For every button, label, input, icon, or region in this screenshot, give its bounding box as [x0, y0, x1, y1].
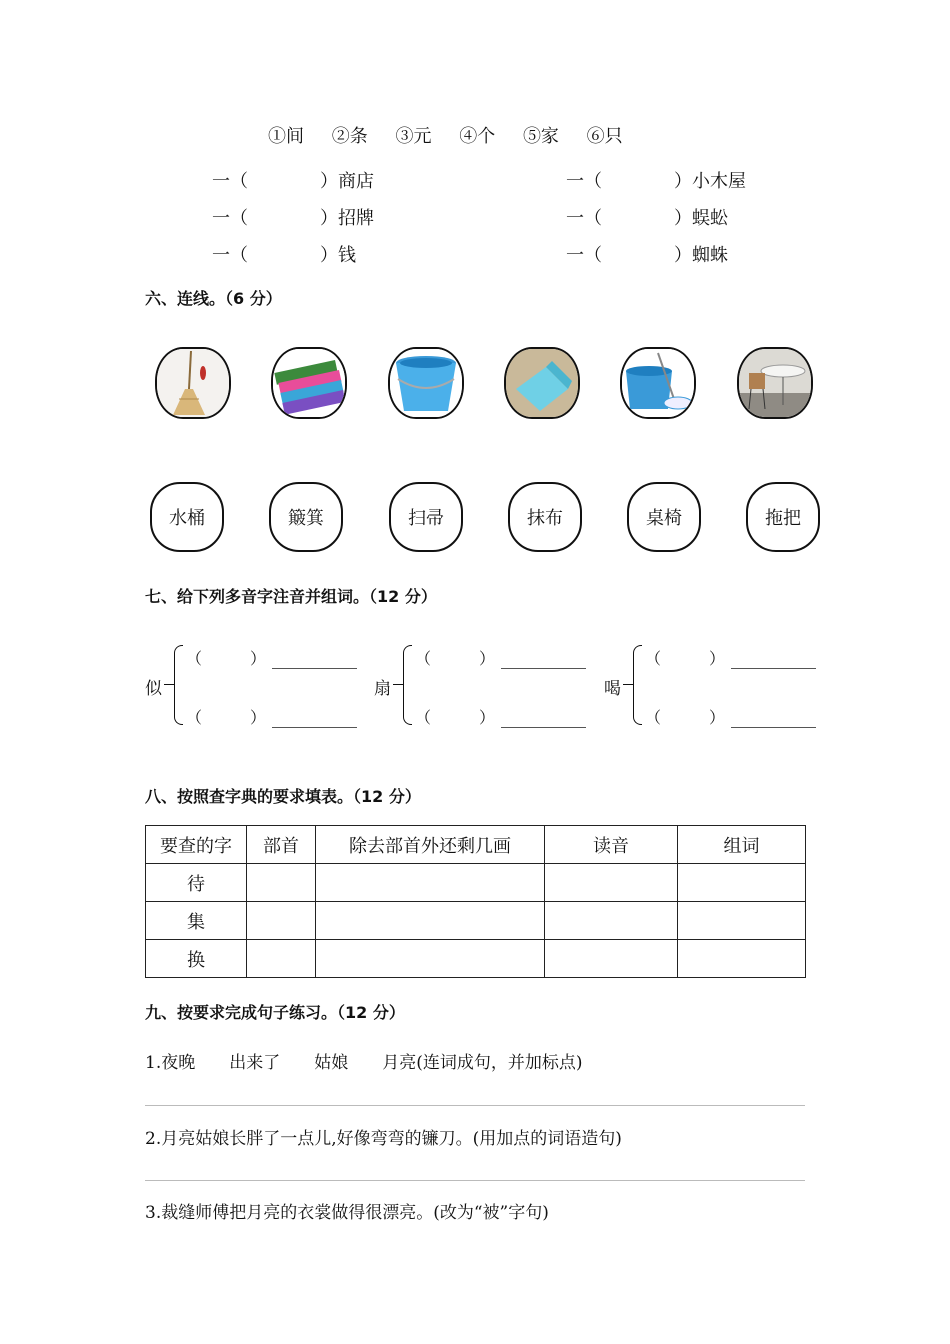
polyphone-char: 喝: [604, 679, 621, 699]
answer-cell[interactable]: [247, 902, 316, 940]
polyphone-char: 扇: [374, 679, 391, 699]
brace-tick: [393, 684, 403, 685]
pinyin-blank[interactable]: （ ）: [415, 705, 586, 728]
header-cell: 读音: [545, 826, 678, 864]
table-row: [146, 902, 806, 940]
brace: [403, 645, 412, 725]
mw-item: 一（ ）小木屋: [566, 171, 746, 192]
char-cell: 集: [146, 902, 247, 940]
answer-line[interactable]: [145, 1105, 805, 1106]
word-box-broom[interactable]: 扫帚: [389, 482, 463, 552]
header-cell: 要查的字: [146, 826, 247, 864]
answer-cell[interactable]: [678, 940, 806, 978]
pinyin-blank[interactable]: （ ）: [186, 705, 357, 728]
mw-item: 一（ ）蜘蛛: [566, 245, 728, 266]
brace-tick: [623, 684, 633, 685]
question-3: 3.裁缝师傅把月亮的衣裳做得很漂亮。(改为“被”字句): [145, 1203, 549, 1223]
header-cell: 除去部首外还剩几画: [316, 826, 545, 864]
option: ⑥只: [586, 126, 623, 147]
option: ④个: [459, 126, 496, 147]
mw-item: 一（ ）商店: [212, 171, 374, 192]
question-1: 1.夜晚 出来了 姑娘 月亮(连词成句，并加标点): [145, 1053, 583, 1073]
answer-cell[interactable]: [678, 902, 806, 940]
header-cell: 组词: [678, 826, 806, 864]
option: ②条: [331, 126, 368, 147]
brace: [633, 645, 642, 725]
mw-item: 一（ ）钱: [212, 245, 356, 266]
word-box-mop[interactable]: 拖把: [746, 482, 820, 552]
word-box-cloth[interactable]: 抹布: [508, 482, 582, 552]
answer-cell[interactable]: [316, 902, 545, 940]
option: ①间: [268, 126, 304, 147]
option: ③元: [395, 126, 432, 147]
measure-word-options: [268, 122, 645, 148]
section-7-title: 七、给下列多音字注音并组词。（12 分）: [145, 587, 437, 606]
mw-item: 一（ ）招牌: [212, 208, 374, 229]
char-cell: 换: [146, 940, 247, 978]
answer-cell[interactable]: [247, 940, 316, 978]
option: ⑤家: [522, 126, 559, 147]
table-chairs-picture[interactable]: [737, 347, 813, 419]
mw-item: 一（ ）蜈蚣: [566, 208, 728, 229]
question-2: 2.月亮姑娘长胖了一点儿,好像弯弯的镰刀。(用加点的词语造句): [145, 1129, 622, 1149]
pinyin-blank[interactable]: （ ）: [645, 705, 816, 728]
brace-tick: [164, 684, 174, 685]
answer-cell[interactable]: [316, 864, 545, 902]
header-cell: 部首: [247, 826, 316, 864]
answer-cell[interactable]: [678, 864, 806, 902]
pinyin-blank[interactable]: （ ）: [186, 646, 357, 669]
word-box-bucket[interactable]: 水桶: [150, 482, 224, 552]
answer-cell[interactable]: [545, 940, 678, 978]
dustpan-picture[interactable]: [504, 347, 580, 419]
mop-picture[interactable]: [620, 347, 696, 419]
broom-picture[interactable]: [155, 347, 231, 419]
answer-cell[interactable]: [247, 864, 316, 902]
answer-cell[interactable]: [545, 902, 678, 940]
bucket-picture[interactable]: [388, 347, 464, 419]
cloth-picture[interactable]: [271, 347, 347, 419]
answer-cell[interactable]: [316, 940, 545, 978]
dictionary-table: [145, 825, 806, 978]
pinyin-blank[interactable]: （ ）: [645, 646, 816, 669]
polyphone-char: 似: [145, 679, 162, 699]
section-8-title: 八、按照查字典的要求填表。（12 分）: [145, 787, 421, 806]
table-row: [146, 864, 806, 902]
section-6-title: 六、连线。（6 分）: [145, 289, 282, 308]
word-box-table-chairs[interactable]: 桌椅: [627, 482, 701, 552]
answer-cell[interactable]: [545, 864, 678, 902]
char-cell: 待: [146, 864, 247, 902]
brace: [174, 645, 183, 725]
table-row: [146, 940, 806, 978]
answer-line[interactable]: [145, 1180, 805, 1181]
pinyin-blank[interactable]: （ ）: [415, 646, 586, 669]
table-header-row: [146, 826, 806, 864]
section-9-title: 九、按要求完成句子练习。（12 分）: [145, 1003, 405, 1022]
word-box-dustpan[interactable]: 簸箕: [269, 482, 343, 552]
